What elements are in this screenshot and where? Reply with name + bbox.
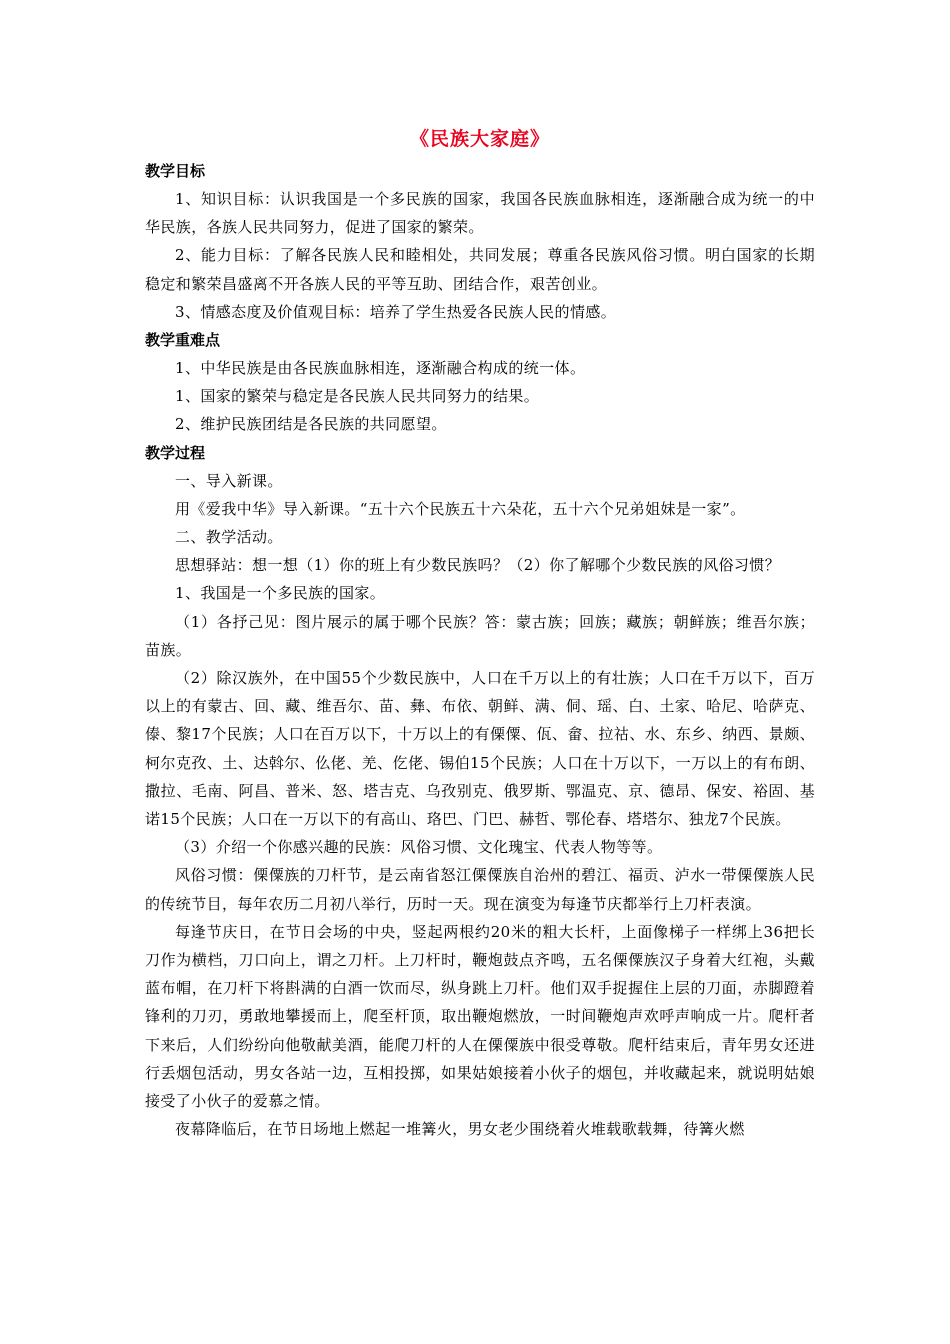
keypoint-paragraph: 1、国家的繁荣与稳定是各民族人民共同努力的结果。 xyxy=(175,387,540,406)
section-heading-keypoints: 教学重难点 xyxy=(145,331,221,350)
process-paragraph: （1）各抒己见：图片展示的属于哪个民族？答：蒙古族；回族；藏族；朝鲜族；维吾尔族；苗族。 xyxy=(145,612,815,659)
process-paragraph: 风俗习惯：傈僳族的刀杆节，是云南省怒江傈僳族自治州的碧江、福贡、泸水一带傈僳族人民的传统节目，每年农历二月初八举行，历时一天。现在演变为每逢节庆都举行上刀杆表演。 xyxy=(145,866,815,913)
process-paragraph: 1、我国是一个多民族的国家。 xyxy=(175,584,386,603)
document-title: 《民族大家庭》 xyxy=(409,128,550,150)
process-paragraph: 思想驿站：想一想（1）你的班上有少数民族吗？（2）你了解哪个少数民族的风俗习惯？ xyxy=(175,556,781,575)
process-paragraph: 夜幕降临后，在节日场地上燃起一堆篝火，男女老少围绕着火堆载歌载舞，待篝火燃 xyxy=(175,1120,745,1139)
process-paragraph: （2）除汉族外，在中国55个少数民族中，人口在千万以上的有壮族；人口在千万以下，百万以上的有蒙古、回、藏、维吾尔、苗、彝、布依、朝鲜、满、侗、瑶、白、土家、哈尼、哈萨克、傣、黎17个民族；人口在百万以下，十万以上的有傈僳、佤、畲、拉祜、水、东乡、纳西、景颇、柯尔克孜、土、达斡尔、仫佬、羌、仡佬、锡伯15个民族；人口在十万以下，一万以上的有布朗、撒拉、毛南、阿昌、普米、怒、塔吉克、乌孜别克、俄罗斯、鄂温克、京、德昂、保安、裕固、基诺15个民族；人口在一万以下的有高山、珞巴、门巴、赫哲、鄂伦春、塔塔尔、独龙7个民族。 xyxy=(145,669,815,829)
section-heading-goals: 教学目标 xyxy=(145,162,206,180)
keypoint-paragraph: 1、中华民族是由各民族血脉相连，逐渐融合构成的统一体。 xyxy=(175,359,586,378)
goal-paragraph: 1、知识目标：认识我国是一个多民族的国家，我国各民族血脉相连，逐渐融合成为统一的中华民族，各族人民共同努力，促进了国家的繁荣。 xyxy=(145,190,815,237)
process-paragraph: 一、导入新课。 xyxy=(175,471,283,490)
process-paragraph: 用《爱我中华》导入新课。“五十六个民族五十六朵花，五十六个兄弟姐妹是一家”。 xyxy=(175,499,746,518)
section-heading-process: 教学过程 xyxy=(145,443,206,462)
keypoint-paragraph: 2、维护民族团结是各民族的共同愿望。 xyxy=(175,415,447,434)
process-paragraph: 二、教学活动。 xyxy=(175,528,283,547)
process-paragraph: （3）介绍一个你感兴趣的民族：风俗习惯、文化瑰宝、代表人物等等。 xyxy=(175,838,663,857)
process-paragraph: 每逢节庆日，在节日会场的中央，竖起两根约20米的粗大长杆，上面像梯子一样绑上36把长刀作为横档，刀口向上，谓之刀杆。上刀杆时，鞭炮鼓点齐鸣，五名傈僳族汉子身着大红袍，头戴蓝布帽，在刀杆下将斟满的白酒一饮而尽，纵身跳上刀杆。他们双手捉握住上层的刀面，赤脚蹬着锋利的刀刃，勇敢地攀援而上，爬至杆顶，取出鞭炮燃放，一时间鞭炮声欢呼声响成一片。爬杆者下来后，人们纷纷向他敬献美酒，能爬刀杆的人在傈僳族中很受尊敬。爬杆结束后，青年男女还进行丢烟包活动，男女各站一边，互相投掷，如果姑娘接着小伙子的烟包，并收藏起来，就说明姑娘接受了小伙子的爱慕之情。 xyxy=(145,922,815,1111)
goal-paragraph: 2、能力目标：了解各民族人民和睦相处，共同发展；尊重各民族风俗习惯。明白国家的长期稳定和繁荣昌盛离不开各族人民的平等互助、团结合作，艰苦创业。 xyxy=(145,246,815,293)
goal-paragraph: 3、情感态度及价值观目标：培养了学生热爱各民族人民的情感。 xyxy=(175,302,617,321)
document-page xyxy=(145,125,815,1144)
